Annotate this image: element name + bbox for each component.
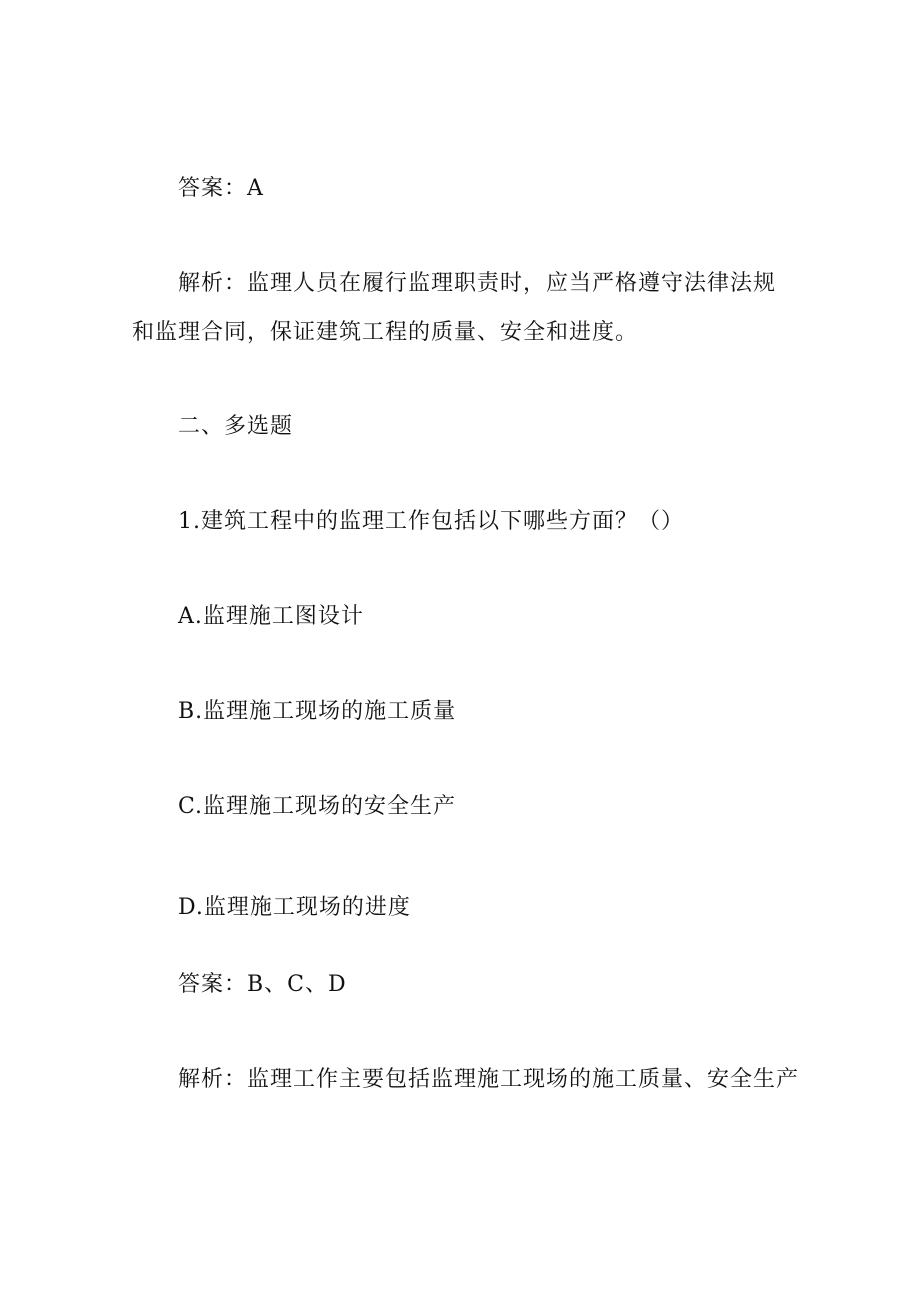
option-d: D.监理施工现场的进度 [178, 895, 411, 920]
analysis-text-1-line1: 解析：监理人员在履行监理职责时，应当严格遵守法律法规 [178, 271, 777, 296]
answer-text-2: 答案：B、C、D [178, 972, 347, 997]
section-heading-multiple-choice: 二、多选题 [178, 414, 294, 439]
analysis-text-1-line2: 和监理合同，保证建筑工程的质量、安全和进度。 [132, 320, 639, 345]
option-b: B.监理施工现场的施工质量 [178, 699, 457, 724]
answer-text-1: 答案：A [178, 176, 264, 201]
option-c: C.监理施工现场的安全生产 [178, 794, 457, 819]
analysis-text-2-line1: 解析：监理工作主要包括监理施工现场的施工质量、安全生产 [178, 1067, 800, 1092]
question-1-text: 1.建筑工程中的监理工作包括以下哪些方面？（） [178, 509, 684, 534]
option-a: A.监理施工图设计 [178, 604, 364, 629]
